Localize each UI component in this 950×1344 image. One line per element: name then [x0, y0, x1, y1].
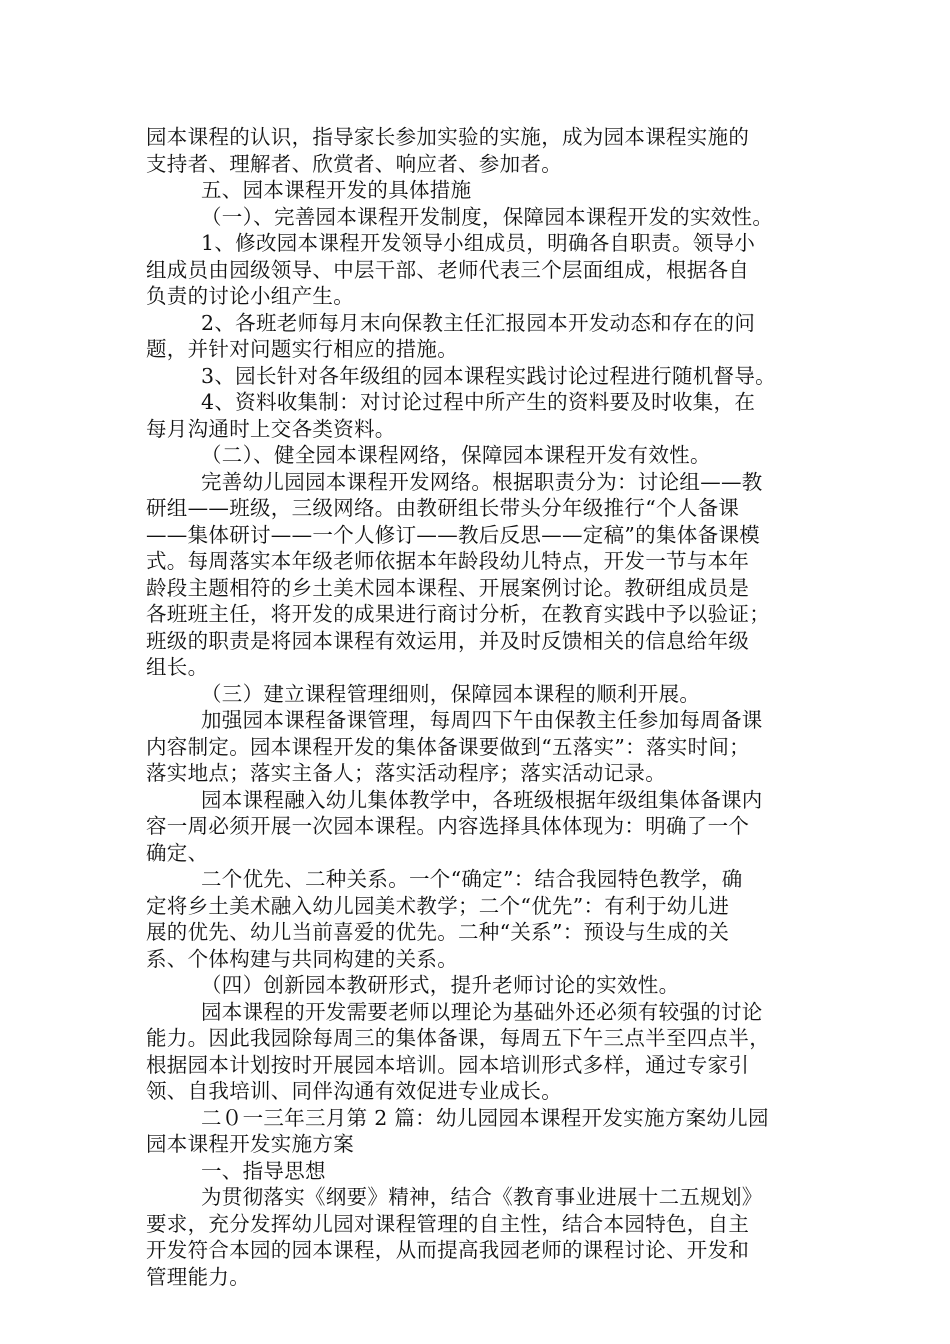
text-line: 支持者、理解者、欣赏者、响应者、参加者。 [146, 151, 562, 176]
text-line: 组成员由园级领导、中层干部、老师代表三个层面组成，根据各自 [146, 257, 750, 282]
text-line: 五、园本课程开发的具体措施 [201, 178, 472, 202]
text-line: 二０一三年三月第 2 篇：幼儿园园本课程开发实施方案幼儿园 [201, 1105, 769, 1130]
text-line: 确定、 [146, 840, 209, 865]
document-body [146, 124, 816, 1290]
text-line: 管理能力。 [146, 1264, 250, 1289]
text-line: 组长。 [146, 655, 209, 679]
text-line: ——集体研讨——一个人修订——教后反思——定稿”的集体备课模 [146, 522, 760, 547]
text-line: 展的优先、幼儿当前喜爱的优先。二种“关系”：预设与生成的关 [146, 920, 730, 944]
text-line: 3、园长针对各年级组的园本课程实践讨论过程进行随机督导。 [201, 363, 776, 388]
text-line: 研组——班级，三级网络。由教研组长带头分年级推行“个人备课 [146, 496, 740, 520]
text-line: 2、各班老师每月末向保教主任汇报园本开发动态和存在的问 [201, 310, 756, 335]
text-line: 加强园本课程备课管理，每周四下午由保教主任参加每周备课 [201, 708, 763, 732]
text-line: （三）建立课程管理细则，保障园本课程的顺利开展。 [201, 681, 701, 706]
text-line: 1、修改园本课程开发领导小组成员，明确各自职责。领导小 [201, 231, 756, 255]
text-line: 园本课程融入幼儿集体教学中，各班级根据年级组集体备课内 [201, 787, 763, 812]
text-line: 式。每周落实本年级老师依据本年龄段幼儿特点，开发一节与本年 [146, 549, 750, 573]
text-line: 班级的职责是将园本课程有效运用，并及时反馈相关的信息给年级 [146, 628, 750, 653]
text-line: （四）创新园本教研形式，提升老师讨论的实效性。 [201, 973, 680, 997]
text-line: 园本课程的认识，指导家长参加实验的实施，成为园本课程实施的 [146, 125, 750, 149]
text-line: 容一周必须开展一次园本课程。内容选择具体体现为：明确了一个 [146, 814, 750, 838]
text-line: 负责的讨论小组产生。 [146, 284, 354, 308]
text-line: 一、指导思想 [201, 1158, 326, 1183]
text-line: 各班班主任，将开发的成果进行商讨分析，在教育实践中予以验证； [146, 602, 770, 626]
text-line: 系、个体构建与共同构建的关系。 [146, 946, 458, 971]
text-line: 园本课程开发实施方案 [146, 1132, 354, 1156]
text-line: 二个优先、二种关系。一个“确定”：结合我园特色教学，确 [201, 867, 743, 891]
text-line: 题，并针对问题实行相应的措施。 [146, 337, 458, 361]
text-line: 4、资料收集制：对讨论过程中所产生的资料要及时收集，在 [201, 390, 756, 414]
text-line: 要求，充分发挥幼儿园对课程管理的自主性，结合本园特色，自主 [146, 1211, 750, 1236]
text-line: 落实地点；落实主备人；落实活动程序；落实活动记录。 [146, 761, 666, 785]
text-line: 能力。因此我园除每周三的集体备课，每周五下午三点半至四点半， [146, 1026, 770, 1050]
text-line: （二）、健全园本课程网络，保障园本课程开发有效性。 [201, 443, 711, 467]
text-line: 开发符合本园的园本课程，从而提高我园老师的课程讨论、开发和 [146, 1238, 750, 1262]
text-line: 完善幼儿园园本课程开发网络。根据职责分为：讨论组——教 [201, 469, 763, 494]
text-line: 园本课程的开发需要老师以理论为基础外还必须有较强的讨论 [201, 999, 763, 1024]
text-line: 根据园本计划按时开展园本培训。园本培训形式多样，通过专家引 [146, 1052, 750, 1077]
text-line: 龄段主题相符的乡土美术园本课程、开展案例讨论。教研组成员是 [146, 575, 750, 600]
text-line: 领、自我培训、同伴沟通有效促进专业成长。 [146, 1079, 562, 1103]
text-line: 定将乡土美术融入幼儿园美术教学；二个“优先”：有利于幼儿进 [146, 893, 730, 918]
text-line: 内容制定。园本课程开发的集体备课要做到“五落实”：落实时间； [146, 734, 750, 759]
text-line: 为贯彻落实《纲要》精神，结合《教育事业进展十二五规划》 [201, 1185, 763, 1209]
text-line: （一）、完善园本课程开发制度，保障园本课程开发的实效性。 [201, 204, 774, 229]
text-line: 每月沟通时上交各类资料。 [146, 416, 396, 441]
